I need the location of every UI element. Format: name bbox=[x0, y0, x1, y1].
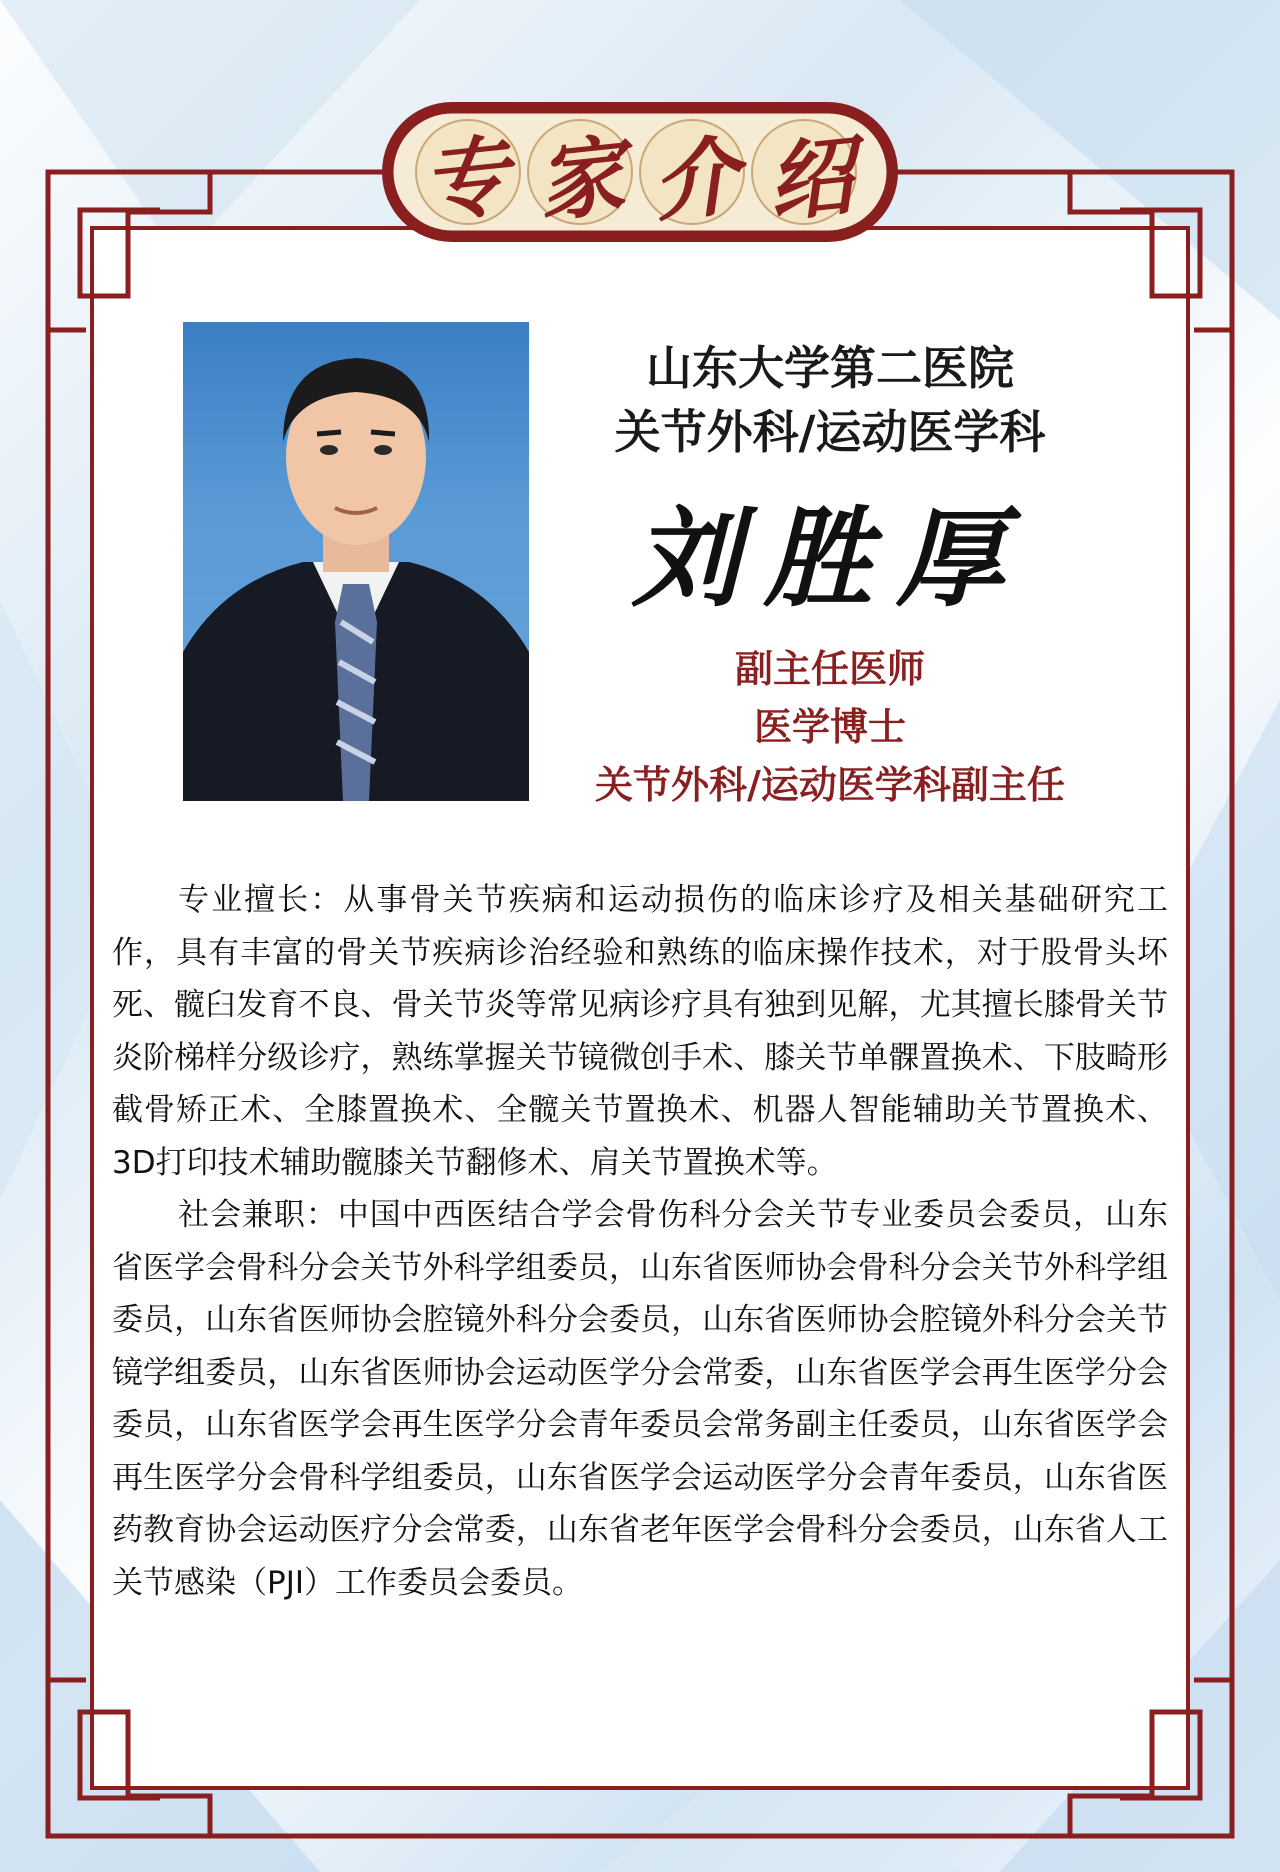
title-char: 家 bbox=[532, 124, 635, 235]
portrait-illustration bbox=[183, 322, 529, 801]
title-char: 专 bbox=[417, 124, 520, 235]
doctor-name: 刘胜厚 bbox=[631, 496, 1028, 622]
hospital-name: 山东大学第二医院 bbox=[646, 341, 1014, 395]
title-char: 绍 bbox=[762, 124, 865, 235]
title-role: 关节外科/运动医学科副主任 bbox=[595, 762, 1065, 807]
title-char: 介 bbox=[647, 124, 750, 235]
biography bbox=[112, 874, 1168, 1609]
positions-paragraph: 社会兼职：中国中西医结合学会骨伤科分会关节专业委员会委员，山东省医学会骨科分会关节外科学组委员，山东省医师协会骨科分会关节外科学组委员，山东省医师协会腔镜外科分会委员，山东省医师协会腔镜外科分会关节镜学组委员，山东省医师协会运动医学分会常委，山东省医学会再生医学分会委员，山东省医学会再生医学分会青年委员会常务副主任委员，山东省医学会再生医学分会骨科学组委员，山东省医学会运动医学分会青年委员，山东省医药教育协会运动医疗分会常委，山东省老年医学会骨科分会委员，山东省人工关节感染（PJI）工作委员会委员。 bbox=[112, 1197, 1168, 1601]
hospital-info bbox=[560, 336, 1100, 464]
doctor-titles bbox=[560, 640, 1100, 814]
doctor-portrait bbox=[183, 322, 529, 801]
page-title bbox=[376, 112, 904, 235]
department-name: 关节外科/运动医学科 bbox=[614, 405, 1046, 459]
specialty-paragraph: 专业擅长：从事骨关节疾病和运动损伤的临床诊疗及相关基础研究工作，具有丰富的骨关节疾病诊治经验和熟练的临床操作技术，对于股骨头坏死、髋臼发育不良、骨关节炎等常见病诊疗具有独到见解，尤其擅长膝骨关节炎阶梯样分级诊疗，熟练掌握关节镜微创手术、膝关节单髁置换术、下肢畸形截骨矫正术、全膝置换术、全髋关节置换术、机器人智能辅助关节置换术、3D打印技术辅助髋膝关节翻修术、肩关节置换术等。 bbox=[112, 882, 1168, 1181]
title-degree: 医学博士 bbox=[753, 704, 906, 749]
title-position: 副主任医师 bbox=[734, 646, 925, 691]
